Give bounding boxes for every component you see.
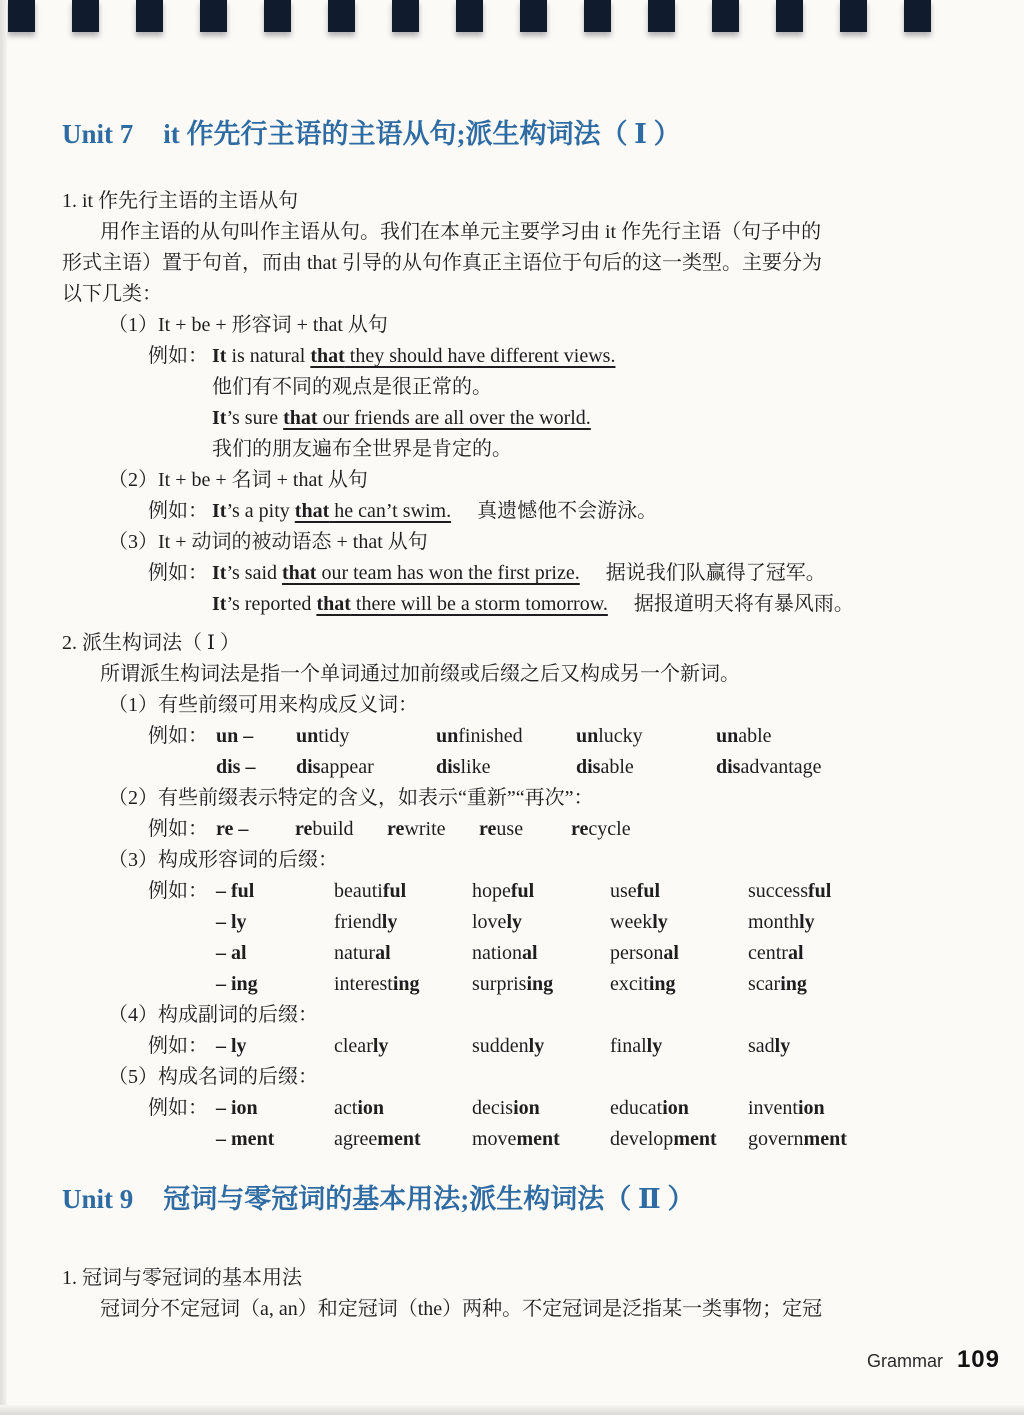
- underlined-clause: [316, 593, 607, 615]
- example-line: [148, 341, 960, 372]
- eg-label: 例如：: [148, 1097, 208, 1119]
- affix-label: – ion: [216, 1097, 258, 1119]
- english-sentence: [212, 593, 608, 615]
- stripe: [328, 0, 355, 32]
- stripe: [712, 0, 739, 32]
- word: movement: [472, 1128, 560, 1150]
- unit9-title-text: 冠词与零冠词的基本用法;派生构词法（ Ⅱ ）: [163, 1184, 695, 1214]
- word: rewrite: [387, 818, 446, 840]
- page-content: [0, 116, 1024, 1325]
- word: disappear: [296, 756, 374, 778]
- stripe: [136, 0, 163, 32]
- stripe: [264, 0, 291, 32]
- word: scaring: [748, 973, 807, 995]
- bold-it: It: [212, 345, 227, 367]
- bold-that: that: [283, 407, 318, 429]
- inline-translation: 据报道明天将有暴风雨。: [633, 593, 854, 615]
- eg-label: 例如：: [148, 725, 208, 747]
- stripe: [648, 0, 675, 32]
- word: recycle: [571, 818, 631, 840]
- sec2-item2-label: （2）有些前缀表示特定的含义，如表示“重新”“再次”：: [108, 787, 594, 809]
- sec2-item4-label: （4）构成副词的后缀：: [108, 1004, 318, 1026]
- stripe: [584, 0, 611, 32]
- stripe: [200, 0, 227, 32]
- paragraph-line: 冠词分不定冠词（a, an）和定冠词（the）两种。不定冠词是泛指某一类事物；定冠: [100, 1298, 823, 1320]
- word: development: [610, 1128, 717, 1150]
- word: surprising: [472, 973, 554, 995]
- scan-edge-bottom: [0, 1405, 1024, 1415]
- english-sentence: [212, 500, 451, 522]
- word: monthly: [748, 911, 815, 933]
- word: clearly: [334, 1035, 389, 1057]
- wordlist-row-adverb-ly: [148, 1031, 960, 1062]
- eg-label: 例如：: [148, 345, 208, 367]
- footer-page-number: 109: [956, 1346, 1000, 1373]
- wordlist-row-al: [148, 938, 960, 969]
- example-translation: 他们有不同的观点是很正常的。: [212, 376, 492, 398]
- unit9-label: Unit 9: [62, 1184, 134, 1214]
- word: education: [610, 1097, 689, 1119]
- underlined-clause: [310, 345, 615, 367]
- unit7-title-text: it 作先行主语的主语从句;派生构词法（ Ⅰ ）: [163, 119, 681, 149]
- unit9-section1-heading: 1. 冠词与零冠词的基本用法: [62, 1267, 302, 1289]
- stripe: [904, 0, 931, 32]
- eg-label: [148, 907, 216, 938]
- word: lovely: [472, 911, 522, 933]
- clause-text: our friends are all over the world.: [317, 407, 591, 429]
- stripe: [520, 0, 547, 32]
- eg-label: 例如：: [148, 880, 208, 902]
- item1-label: （1）It + be + 形容词 + that 从句: [108, 314, 388, 336]
- sentence-text: ’s reported: [226, 593, 317, 615]
- word: finally: [610, 1035, 663, 1057]
- stripe: [8, 0, 35, 32]
- example-line: [212, 589, 960, 620]
- clause-text: there will be a storm tomorrow.: [350, 593, 608, 615]
- word: decision: [472, 1097, 540, 1119]
- word: dislike: [436, 756, 491, 778]
- underlined-clause: [295, 500, 451, 522]
- affix-label: un –: [216, 725, 254, 747]
- affix-label: – al: [216, 942, 247, 964]
- word: reuse: [479, 818, 524, 840]
- word: agreement: [334, 1128, 421, 1150]
- paragraph-line: 形式主语）置于句首，而由 that 引导的从句作真正主语位于句后的这一类型。主要分为: [62, 252, 822, 274]
- word: beautiful: [334, 880, 407, 902]
- eg-label: [148, 969, 216, 1000]
- affix-label: – ment: [216, 1128, 275, 1150]
- wordlist-row-ment: [148, 1124, 960, 1155]
- item2-label: （2）It + be + 名词 + that 从句: [108, 469, 368, 491]
- stripe: [776, 0, 803, 32]
- word: unfinished: [436, 725, 523, 747]
- word: hopeful: [472, 880, 535, 902]
- wordlist-row-dis: [148, 752, 960, 783]
- sec2-item1-label: （1）有些前缀可用来构成反义词：: [108, 694, 418, 716]
- sentence-text: ’s sure: [226, 407, 284, 429]
- bold-it: It: [212, 500, 227, 522]
- eg-label: [148, 1124, 216, 1155]
- wordlist-row-ful: [148, 876, 960, 907]
- eg-label: 例如：: [148, 562, 208, 584]
- sentence-text: ’s a pity: [226, 500, 295, 522]
- word: successful: [748, 880, 832, 902]
- word: sadly: [748, 1035, 791, 1057]
- affix-label: re –: [216, 818, 249, 840]
- unit7-intro-paragraph: [62, 217, 960, 310]
- inline-translation: 真遗憾他不会游泳。: [477, 500, 658, 522]
- word: action: [334, 1097, 384, 1119]
- underlined-clause: [282, 562, 580, 584]
- word: weekly: [610, 911, 668, 933]
- bold-it: It: [212, 562, 227, 584]
- word: useful: [610, 880, 661, 902]
- word: disadvantage: [716, 756, 822, 778]
- example-line: [148, 558, 960, 589]
- stripe: [840, 0, 867, 32]
- word: government: [748, 1128, 847, 1150]
- word: interesting: [334, 973, 420, 995]
- word: untidy: [296, 725, 350, 747]
- wordlist-row-un: [148, 721, 960, 752]
- eg-label: [148, 752, 216, 783]
- underlined-clause: [283, 407, 591, 429]
- bold-that: that: [294, 500, 330, 522]
- word: unlucky: [576, 725, 643, 747]
- affix-label: – ful: [216, 880, 255, 902]
- unit7-label: Unit 7: [62, 119, 134, 149]
- wordlist-row-ly: [148, 907, 960, 938]
- word: friendly: [334, 911, 398, 933]
- page-footer: [867, 1346, 1000, 1374]
- word: natural: [334, 942, 391, 964]
- word: unable: [716, 725, 772, 747]
- eg-label: [148, 938, 216, 969]
- inline-translation: 据说我们队赢得了冠军。: [605, 562, 826, 584]
- eg-label: 例如：: [148, 818, 208, 840]
- wordlist-row-re: [148, 814, 960, 845]
- example-translation: 我们的朋友遍布全世界是肯定的。: [212, 438, 512, 460]
- word: rebuild: [295, 818, 354, 840]
- example-line: [148, 496, 960, 527]
- english-sentence: [212, 562, 580, 584]
- word: national: [472, 942, 538, 964]
- bold-it: It: [212, 593, 227, 615]
- word: invention: [748, 1097, 825, 1119]
- paragraph-line: 以下几类：: [62, 283, 162, 305]
- example-line: [212, 403, 960, 434]
- unit7-title: [62, 116, 960, 152]
- sentence-text: is natural: [226, 345, 311, 367]
- bold-it: It: [212, 407, 227, 429]
- bold-that: that: [316, 593, 351, 615]
- english-sentence: [212, 407, 591, 429]
- eg-label: 例如：: [148, 1035, 208, 1057]
- word: suddenly: [472, 1035, 545, 1057]
- clause-text: they should have different views.: [344, 345, 616, 367]
- scan-edge-left: [0, 0, 7, 1415]
- bold-that: that: [282, 562, 317, 584]
- binding-stripes: [0, 0, 1024, 32]
- affix-label: dis –: [216, 756, 256, 778]
- item3-label: （3）It + 动词的被动语态 + that 从句: [108, 531, 428, 553]
- word: personal: [610, 942, 679, 964]
- clause-text: he can’t swim.: [329, 500, 452, 522]
- stripe: [392, 0, 419, 32]
- paragraph-line: 用作主语的从句叫作主语从句。我们在本单元主要学习由 it 作先行主语（句子中的: [100, 221, 822, 243]
- english-sentence: [212, 345, 615, 367]
- footer-section-label: Grammar: [866, 1351, 943, 1371]
- sec2-item5-label: （5）构成名词的后缀：: [108, 1066, 318, 1088]
- eg-label: 例如：: [148, 500, 208, 522]
- word: exciting: [610, 973, 676, 995]
- word: central: [748, 942, 804, 964]
- wordlist-row-ing: [148, 969, 960, 1000]
- affix-label: – ly: [216, 911, 247, 933]
- sentence-text: ’s said: [226, 562, 283, 584]
- unit9-title: [62, 1181, 960, 1217]
- unit7-section1-heading: 1. it 作先行主语的主语从句: [62, 190, 299, 212]
- word: disable: [576, 756, 634, 778]
- stripe: [72, 0, 99, 32]
- unit7-section2-heading: 2. 派生构词法（ Ⅰ ）: [62, 632, 240, 654]
- clause-text: our team has won the first prize.: [316, 562, 580, 584]
- section2-intro: 所谓派生构词法是指一个单词通过加前缀或后缀之后又构成另一个新词。: [100, 663, 740, 685]
- affix-label: – ing: [216, 973, 258, 995]
- affix-label: – ly: [216, 1035, 247, 1057]
- sec2-item3-label: （3）构成形容词的后缀：: [108, 849, 338, 871]
- stripe: [456, 0, 483, 32]
- bold-that: that: [310, 345, 345, 367]
- unit9-intro-paragraph: [62, 1294, 960, 1325]
- wordlist-row-ion: [148, 1093, 960, 1124]
